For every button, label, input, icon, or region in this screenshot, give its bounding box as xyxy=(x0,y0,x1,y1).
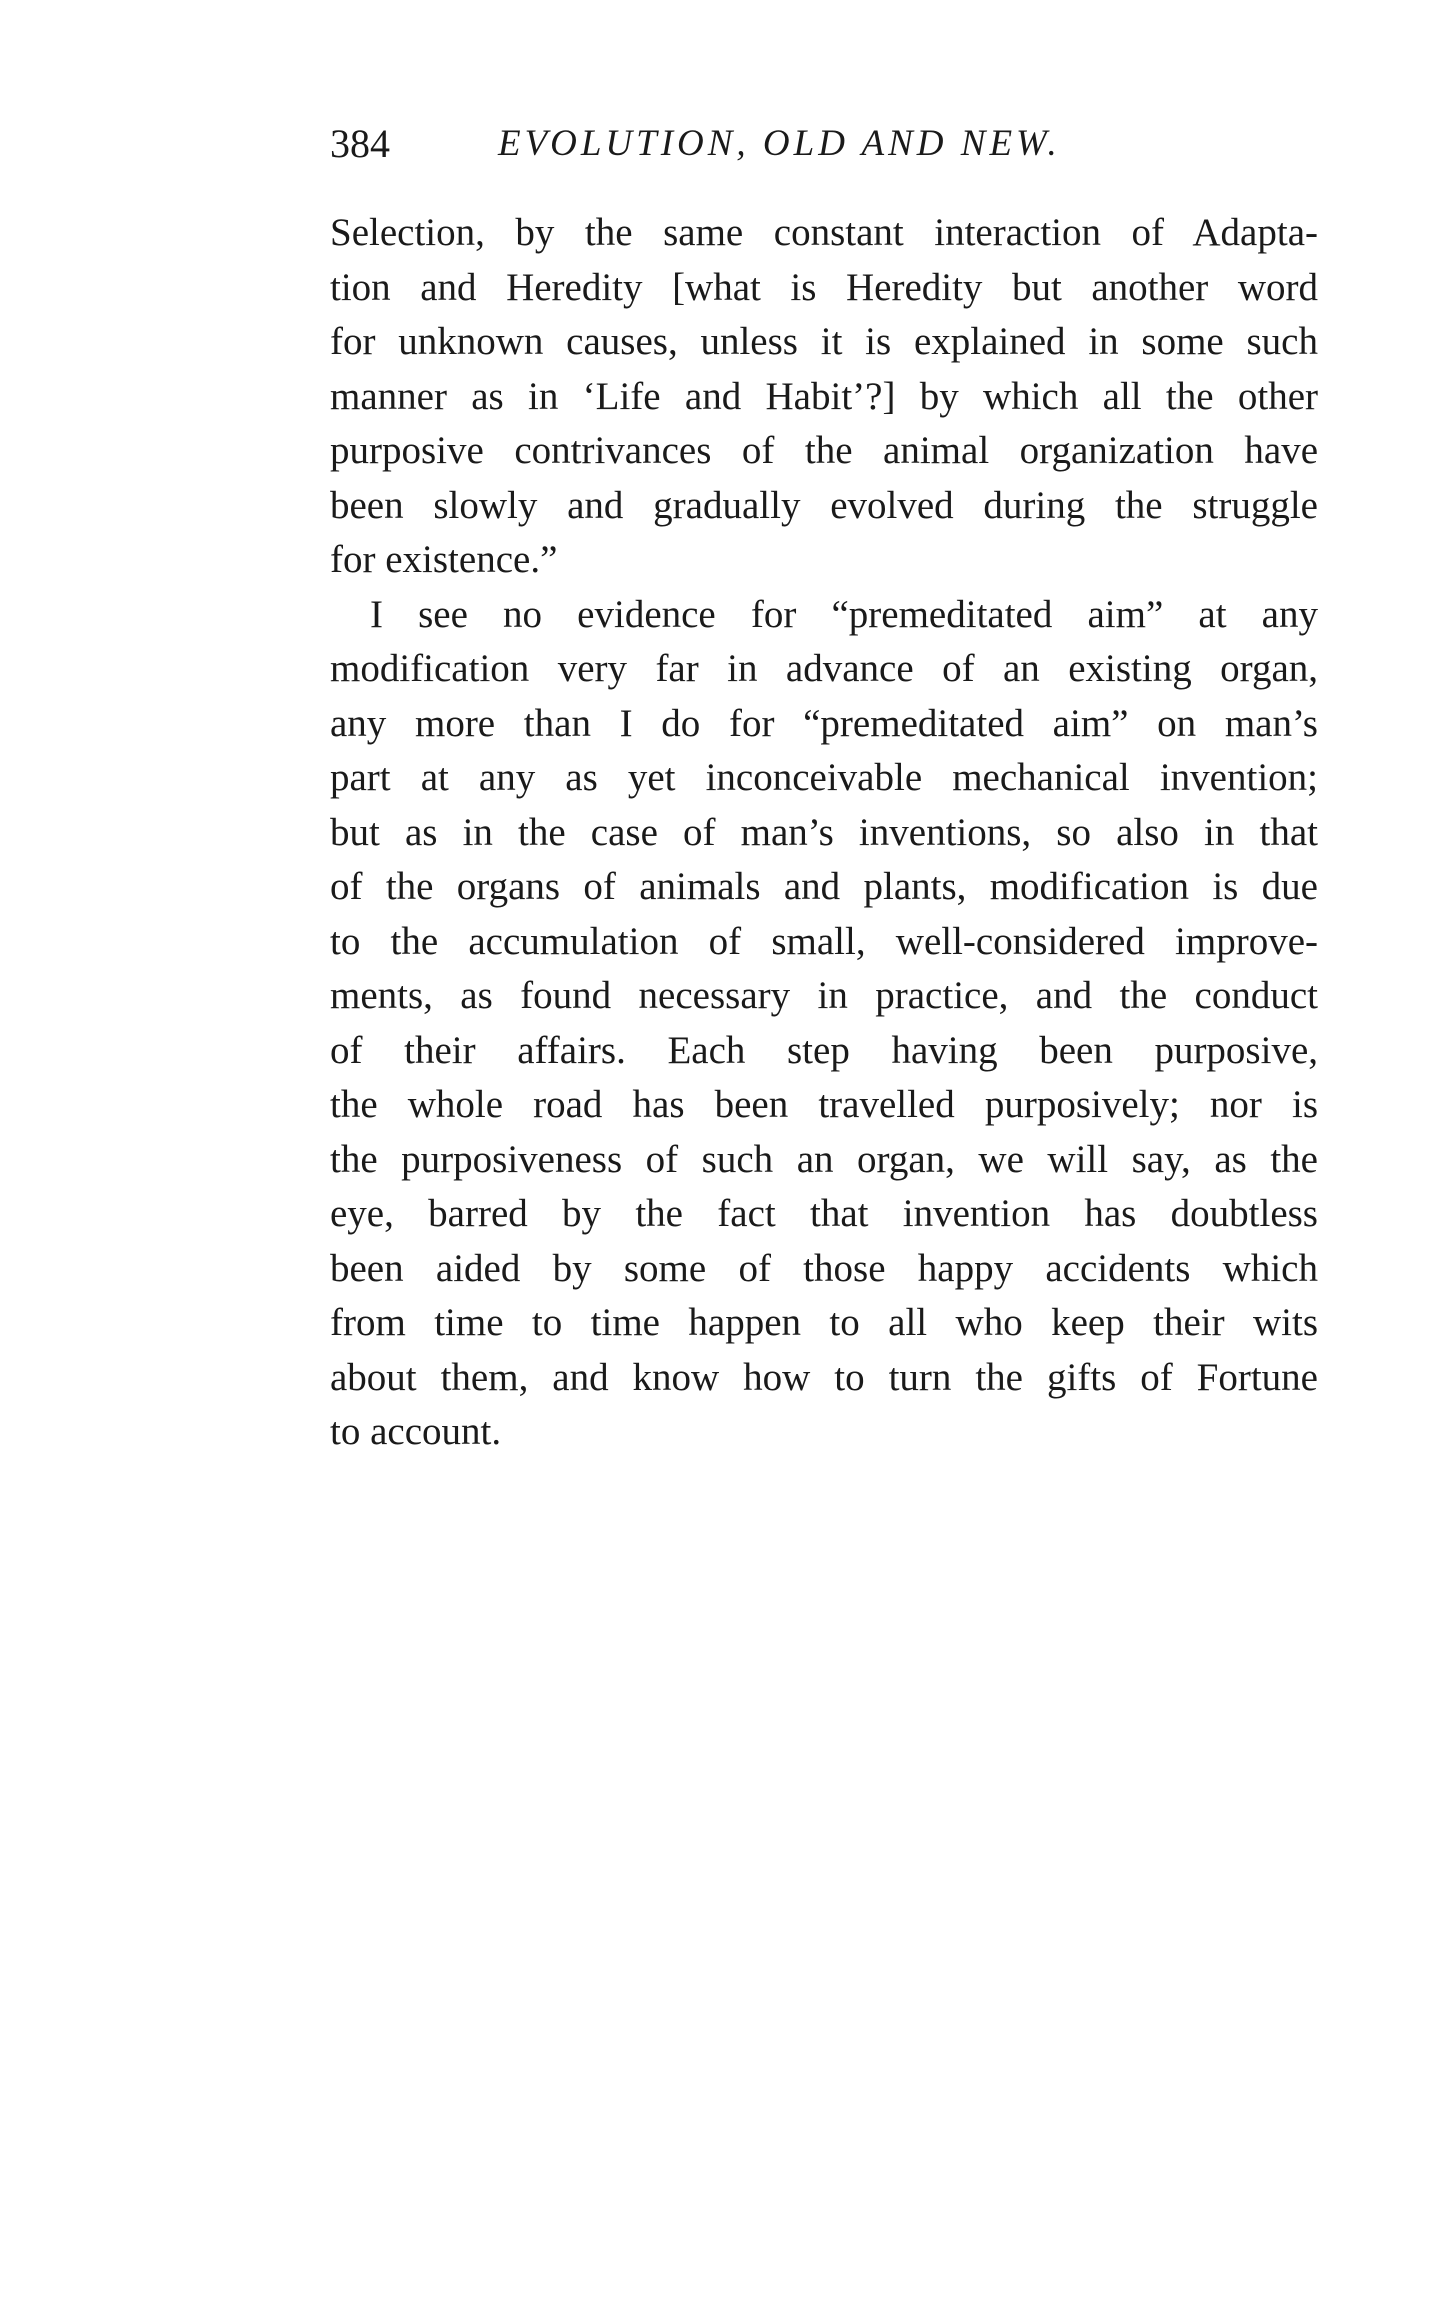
text-line: the purposiveness of such an organ, we will say, as the xyxy=(330,1137,1318,1181)
text-line: Selection, by the same constant interaction of Adapta- xyxy=(330,211,1318,254)
text-line: tion and Heredity [what is Heredity but another word xyxy=(330,265,1318,309)
text-line: to the accumulation of small, well-considered improve- xyxy=(330,919,1318,963)
running-title: EVOLUTION, OLD AND NEW. xyxy=(498,123,1061,164)
body-text xyxy=(330,206,1318,1460)
text-line: but as in the case of man’s inventions, so also in that xyxy=(330,810,1318,854)
text-line: any more than I do for “premeditated aim” on man’s xyxy=(330,701,1318,745)
text-line: eye, barred by the fact that invention has doubtless xyxy=(330,1192,1318,1235)
text-line: for unknown causes, unless it is explained in some such xyxy=(330,320,1318,363)
text-line: from time to time happen to all who keep their wits xyxy=(330,1301,1318,1344)
text-line: been aided by some of those happy accidents which xyxy=(330,1246,1318,1290)
text-line: purposive contrivances of the animal organization have xyxy=(330,429,1318,472)
page-number: 384 xyxy=(330,121,390,166)
text-line: for existence.” xyxy=(330,538,558,581)
text-line: modification very far in advance of an existing organ, xyxy=(330,647,1318,690)
text-line: part at any as yet inconceivable mechanical invention; xyxy=(330,756,1318,799)
text-line: ments, as found necessary in practice, and the conduct xyxy=(330,974,1318,1017)
paragraph xyxy=(330,588,1318,1460)
text-line: the whole road has been travelled purposively; nor is xyxy=(330,1083,1318,1126)
text-line: been slowly and gradually evolved during the struggle xyxy=(330,483,1318,527)
running-head xyxy=(330,114,1320,174)
text-line: to account. xyxy=(330,1410,502,1453)
paragraph xyxy=(330,206,1318,588)
text-line: I see no evidence for “premeditated aim” at any xyxy=(370,592,1318,636)
text-line: of their affairs. Each step having been purposive, xyxy=(330,1028,1318,1072)
text-line: manner as in ‘Life and Habit’?] by which all the other xyxy=(330,374,1318,418)
text-line: of the organs of animals and plants, modification is due xyxy=(330,865,1318,908)
text-line: about them, and know how to turn the gifts of Fortune xyxy=(330,1355,1318,1399)
